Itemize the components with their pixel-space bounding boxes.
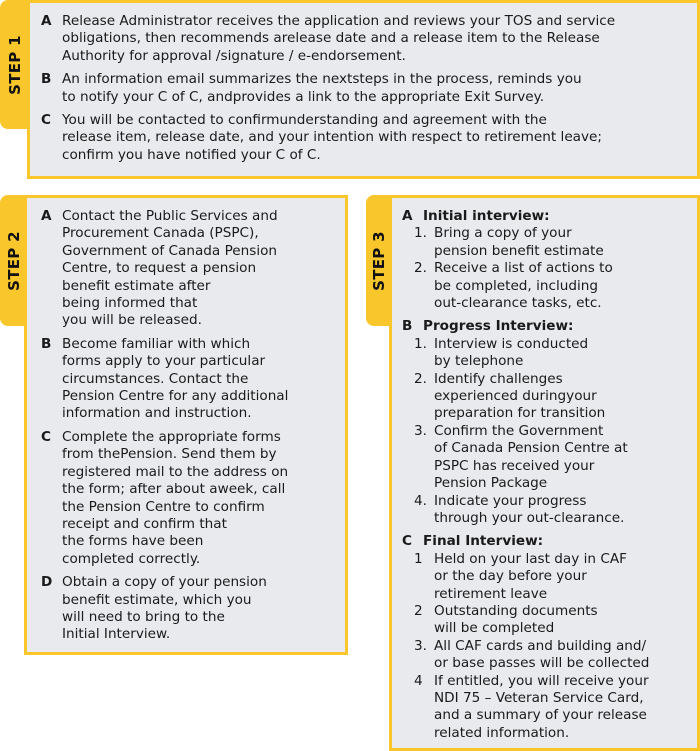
- item-letter: B: [41, 335, 52, 352]
- item-letter: A: [41, 208, 52, 224]
- step-1-item-a: [41, 13, 687, 65]
- list-number: 3.: [414, 422, 427, 439]
- list-item: [402, 423, 693, 493]
- step-3-panel: [389, 195, 700, 751]
- list-number: 4.: [414, 492, 427, 509]
- step-2-item-c: [41, 429, 339, 568]
- item-text: Obtain a copy of your pension benefit estimate, which you will need to bring to the Initial Interview.: [62, 574, 267, 643]
- list-item: [402, 638, 693, 673]
- list-item: [402, 371, 693, 423]
- step-2-item-a: [41, 208, 339, 330]
- list-item: [402, 336, 693, 371]
- list-number: 3.: [414, 637, 427, 654]
- list-text: Interview is conducted by telephone: [434, 335, 589, 370]
- step-2-panel: [24, 195, 348, 655]
- list-number: 2.: [414, 370, 427, 387]
- section-heading: Initial interview:: [423, 208, 550, 224]
- item-text: An information email summarizes the nextsteps in the process, reminds you to notify your C of C, andprovides a link to the appropriate Exit Survey.: [62, 71, 582, 105]
- list-item: [402, 603, 693, 638]
- step-3-section-b: [402, 318, 693, 335]
- list-text: If entitled, you will receive your NDI 75 – Veteran Service Card, and a summary of your release related information.: [434, 672, 649, 741]
- step-1-tab: [0, 0, 30, 129]
- item-text: Release Administrator receives the application and reviews your TOS and service obligations, then recommends arelease date and a release item to the Release Authority for approval /signature / e-endorsement.: [62, 13, 616, 64]
- section-heading: Final Interview:: [423, 533, 544, 550]
- step-2-item-b: [41, 336, 339, 423]
- item-text: Contact the Public Services and Procurement Canada (PSPC), Government of Canada Pension Centre, to request a pension benefit estimate after being informed that you will be released.: [62, 208, 278, 329]
- section-letter: C: [402, 533, 412, 550]
- step-1-item-b: [41, 71, 687, 106]
- item-letter: D: [41, 574, 53, 591]
- list-item: [402, 493, 693, 528]
- item-letter: A: [41, 13, 52, 29]
- step-2-tab: [0, 195, 27, 326]
- list-number: 2.: [414, 260, 427, 277]
- list-number: 1.: [414, 335, 427, 352]
- step-1-panel: [27, 0, 700, 179]
- list-text: Identify challenges experienced duringyour preparation for transition: [434, 370, 606, 422]
- section-letter: B: [402, 318, 413, 335]
- list-number: 1: [414, 550, 423, 567]
- list-text: Bring a copy of your pension benefit estimate: [434, 225, 604, 259]
- item-letter: C: [41, 112, 51, 129]
- step-2-tab-label: STEP 2: [4, 230, 23, 291]
- item-text: Become familiar with which forms apply to your particular circumstances. Contact the Pension Centre for any additional information and instruction.: [62, 335, 289, 422]
- list-number: 2: [414, 602, 423, 619]
- list-text: Confirm the Government of Canada Pension Centre at PSPC has received your Pension Package: [434, 422, 628, 492]
- list-item: [402, 551, 693, 603]
- list-number: 4: [414, 672, 423, 689]
- list-item: [402, 225, 693, 260]
- step-1-item-c: [41, 112, 687, 164]
- step-1-tab-label: STEP 1: [6, 34, 24, 95]
- item-letter: B: [41, 71, 52, 88]
- list-number: 1.: [414, 225, 427, 242]
- item-text: Complete the appropriate forms from thePension. Send them by registered mail to the address on the form; after about aweek, call the Pension Centre to confirm receipt and confirm that the forms have been completed correctly.: [62, 428, 289, 567]
- list-text: Indicate your progress through your out-clearance.: [434, 492, 625, 526]
- item-text: You will be contacted to confirmunderstanding and agreement with the release item, release date, and your intention with respect to retirement leave; confirm you have notified your C of C.: [62, 112, 602, 163]
- item-letter: C: [41, 428, 51, 445]
- step-3-tab-label: STEP 3: [370, 230, 388, 291]
- step-3-section-a: [402, 208, 693, 225]
- list-text: Outstanding documents will be completed: [434, 602, 598, 637]
- step-3-section-c: [402, 533, 693, 550]
- list-text: All CAF cards and building and/ or base passes will be collected: [434, 637, 650, 672]
- list-text: Receive a list of actions to be completed, including out-clearance tasks, etc.: [434, 260, 613, 312]
- section-letter: A: [402, 208, 413, 224]
- step-2-item-d: [41, 574, 339, 644]
- list-text: Held on your last day in CAF or the day before your retirement leave: [434, 550, 627, 602]
- section-heading: Progress Interview:: [423, 318, 574, 335]
- list-item: [402, 673, 693, 743]
- list-item: [402, 260, 693, 312]
